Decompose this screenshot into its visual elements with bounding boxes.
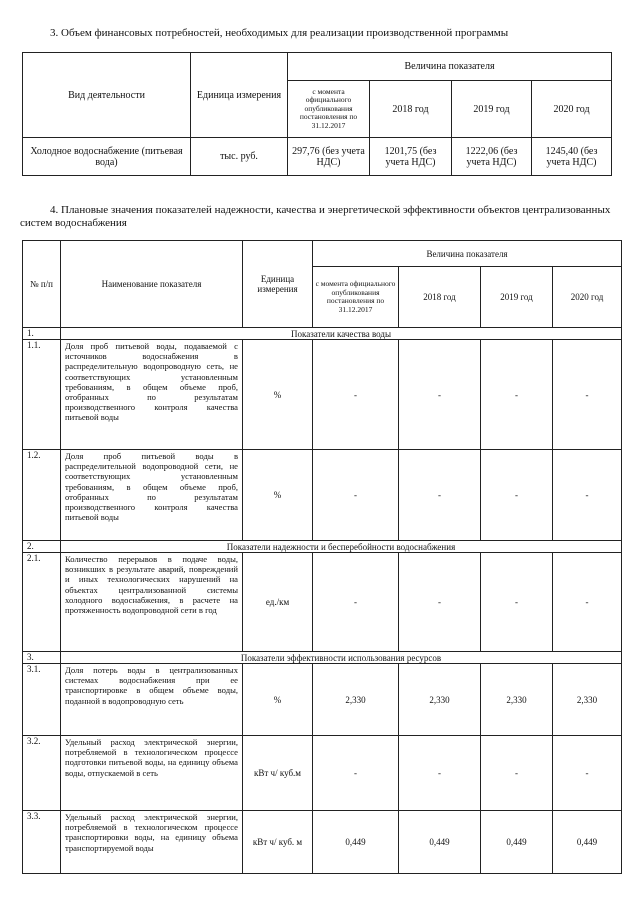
header-num: № п/п (23, 241, 61, 328)
table-row (23, 450, 622, 541)
row-value-0: 297,76 (без учета НДС) (288, 138, 370, 176)
row-value-1: 0,449 (399, 811, 481, 874)
row-name: Доля проб питьевой воды в распределительной водопроводной сети, не соответствующих установленным требованиям, в общем объеме проб, отобранных по результатам производственного контроля качества питьевой воды (61, 450, 243, 541)
row-unit: кВт ч/ куб. м (243, 811, 313, 874)
row-value-3: - (553, 450, 622, 541)
row-num: 1.1. (23, 340, 61, 450)
row-unit: % (243, 664, 313, 736)
row-value-2: 2,330 (481, 664, 553, 736)
row-value-0: - (313, 736, 399, 811)
table-row (23, 553, 622, 652)
header-unit: Единица измерения (243, 241, 313, 328)
section-row (23, 541, 622, 553)
row-name: Доля проб питьевой воды, подаваемой с источников водоснабжения в распределительную водопроводную сеть, не соответствующих установленным требованиям, в общем объеме проб, отобранных по результатам производственного контроля качества питьевой воды (61, 340, 243, 450)
row-value-2: 1222,06 (без учета НДС) (452, 138, 532, 176)
section-row (23, 652, 622, 664)
row-unit: ед./км (243, 553, 313, 652)
header-period-0: с момента официального опубликования постановления по 31.12.2017 (288, 81, 370, 138)
section-title: Показатели эффективности использования ресурсов (61, 652, 622, 664)
header-value-group: Величина показателя (313, 241, 622, 267)
row-value-1: 2,330 (399, 664, 481, 736)
row-value-2: - (481, 450, 553, 541)
row-value-3: - (553, 553, 622, 652)
row-value-0: - (313, 340, 399, 450)
row-name: Удельный расход электрической энергии, потребляемой в технологическом процессе транспортировки воды, на единицу объема транспортируемой воды (61, 811, 243, 874)
header-period-2: 2019 год (481, 267, 553, 328)
section-num: 1. (23, 328, 61, 340)
section-title: Показатели качества воды (61, 328, 622, 340)
header-period-3: 2020 год (553, 267, 622, 328)
header-period-3: 2020 год (532, 81, 612, 138)
row-value-0: 2,330 (313, 664, 399, 736)
row-value-1: - (399, 736, 481, 811)
header-period-1: 2018 год (399, 267, 481, 328)
row-num: 2.1. (23, 553, 61, 652)
header-activity: Вид деятельности (23, 53, 191, 138)
section-num: 3. (23, 652, 61, 664)
row-num: 3.3. (23, 811, 61, 874)
row-value-0: - (313, 450, 399, 541)
header-period-0: с момента официального опубликования постановления по 31.12.2017 (313, 267, 399, 328)
row-num: 1.2. (23, 450, 61, 541)
row-num: 3.1. (23, 664, 61, 736)
section-num: 2. (23, 541, 61, 553)
row-name: Количество перерывов в подаче воды, возникших в результате аварий, повреждений и иных технологических нарушений на объектах централизованной системы холодного водоснабжения, в расчете на протяженность водопроводной сети в год (61, 553, 243, 652)
row-value-2: 0,449 (481, 811, 553, 874)
row-value-1: 1201,75 (без учета НДС) (370, 138, 452, 176)
row-unit: % (243, 340, 313, 450)
row-unit: кВт ч/ куб.м (243, 736, 313, 811)
table-row (23, 340, 622, 450)
row-value-3: 1245,40 (без учета НДС) (532, 138, 612, 176)
row-unit: % (243, 450, 313, 541)
row-value-0: 0,449 (313, 811, 399, 874)
row-activity: Холодное водоснабжение (питьевая вода) (23, 138, 191, 176)
row-value-1: - (399, 340, 481, 450)
section-title: Показатели надежности и бесперебойности водоснабжения (61, 541, 622, 553)
header-name: Наименование показателя (61, 241, 243, 328)
table-row (23, 736, 622, 811)
row-value-3: 2,330 (553, 664, 622, 736)
row-name: Удельный расход электрической энергии, потребляемой в технологическом процессе подготовки питьевой воды, на единицу объема воды, отпускаемой в сеть (61, 736, 243, 811)
row-value-0: - (313, 553, 399, 652)
header-period-2: 2019 год (452, 81, 532, 138)
header-unit: Единица измерения (191, 53, 288, 138)
section-4-heading: 4. Плановые значения показателей надежности, качества и энергетической эффективности объектов централизованных систем водоснабжения (20, 204, 611, 229)
section-3-heading: 3. Объем финансовых потребностей, необходимых для реализации производственной программы (50, 27, 509, 39)
header-value-group: Величина показателя (288, 53, 612, 81)
row-value-1: - (399, 450, 481, 541)
table-row (23, 664, 622, 736)
row-value-3: - (553, 736, 622, 811)
row-value-2: - (481, 553, 553, 652)
row-name: Доля потерь воды в централизованных системах водоснабжения при ее транспортировке в общем объеме воды, поданной в водопроводную сеть (61, 664, 243, 736)
row-value-2: - (481, 736, 553, 811)
row-value-1: - (399, 553, 481, 652)
section-row (23, 328, 622, 340)
row-unit: тыс. руб. (191, 138, 288, 176)
row-num: 3.2. (23, 736, 61, 811)
financial-needs-table (22, 52, 612, 176)
row-value-2: - (481, 340, 553, 450)
header-period-1: 2018 год (370, 81, 452, 138)
row-value-3: - (553, 340, 622, 450)
indicators-table (22, 240, 622, 874)
table-row (23, 138, 612, 176)
row-value-3: 0,449 (553, 811, 622, 874)
table-row (23, 811, 622, 874)
